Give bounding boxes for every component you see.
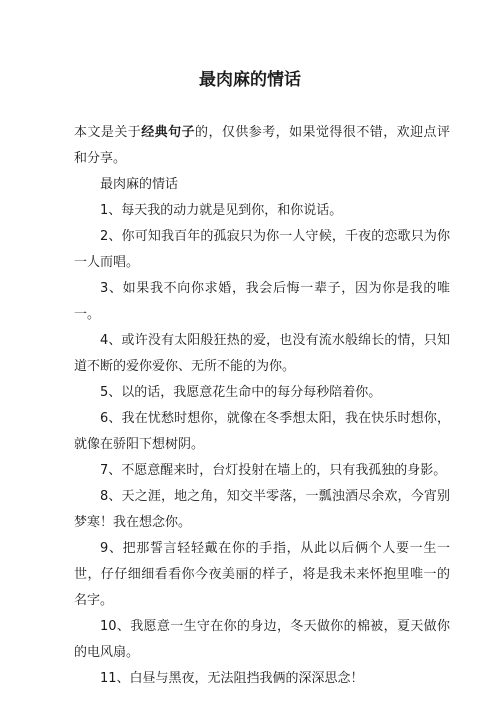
section-subtitle: 最肉麻的情话 [100, 177, 179, 192]
list-item: 5、以的话，我愿意花生命中的每分每秒陪着你。 [100, 385, 382, 400]
list-item: 11、白昼与黑夜，无法阻挡我俩的深深思念！ [100, 671, 364, 686]
intro-link-keyword[interactable]: 经典句子 [141, 125, 195, 140]
list-item: 2、你可知我百年的孤寂只为你一人守候，千夜的恋歌只为你一人而唱。 [74, 229, 450, 270]
intro-text-after: 的，仅供参考，如果觉得很不错，欢迎点评和分享。 [74, 125, 450, 166]
list-item: 9、把那誓言轻轻戴在你的手指，从此以后俩个人要一生一世，仔仔细细看看你今夜美丽的样子，将是我未来怀抱里唯一的名字。 [74, 541, 450, 608]
intro-paragraph [74, 120, 450, 172]
list-item: 3、如果我不向你求婚，我会后悔一辈子，因为你是我的唯一。 [74, 281, 450, 322]
intro-text-before: 本文是关于 [74, 125, 142, 140]
list-item: 6、我在忧愁时想你，就像在冬季想太阳，我在快乐时想你，就像在骄阳下想树阴。 [74, 411, 450, 452]
list-item: 10、我愿意一生守在你的身边，冬天做你的棉被，夏天做你的电风扇。 [74, 619, 450, 660]
list-item: 7、不愿意醒来时，台灯投射在墙上的，只有我孤独的身影。 [100, 463, 447, 478]
document-title: 最肉麻的情话 [199, 70, 301, 90]
list-item: 1、每天我的动力就是见到你，和你说话。 [100, 203, 343, 218]
list-item: 8、天之涯，地之角，知交半零落，一瓢浊酒尽余欢，今宵别梦寒！我在想念你。 [74, 489, 450, 530]
list-item: 4、或许没有太阳般狂热的爱，也没有流水般绵长的情，只知道不断的爱你爱你、无所不能的为你。 [74, 333, 450, 374]
article-body [74, 120, 450, 692]
